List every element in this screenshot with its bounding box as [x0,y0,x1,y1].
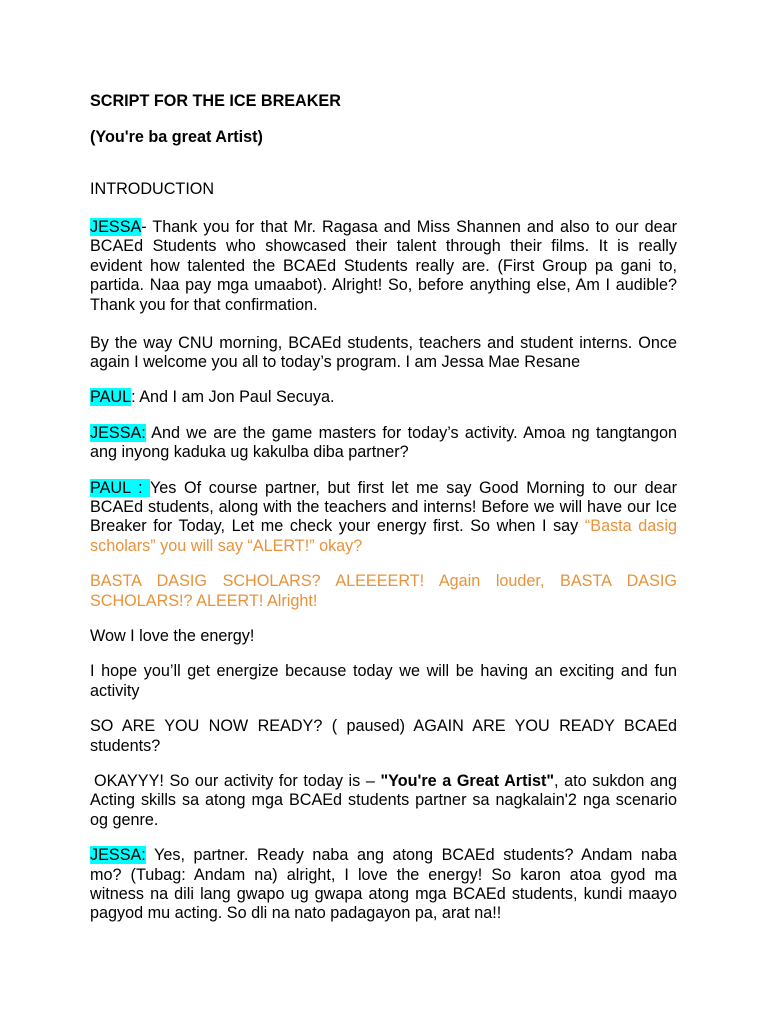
line-text: OKAYYY! So our activity for today is – [94,772,381,791]
script-line: again I welcome you all to today’s program. I am Jessa Mae Resane [90,352,581,371]
energize-paragraph [90,662,677,701]
line-text: : And I am Jon Paul Secuya. [131,388,335,407]
paul-intro-paragraph [90,388,677,407]
ready-paragraph [90,717,677,756]
script-line: pagyod mu acting. So dli na nato padagayon pa, arat na!! [90,904,502,923]
script-line: ang inyong kaduka ug kakulba diba partner? [90,443,409,462]
speaker-tag-paul: PAUL [90,388,132,407]
document-title: SCRIPT FOR THE ICE BREAKER [90,92,341,110]
script-line [90,424,677,443]
speaker-tag-jessa: JESSA: [90,423,146,442]
paul-energy-check-paragraph [90,479,677,557]
section-heading: INTRODUCTION [90,180,215,198]
energy-paragraph [90,627,677,646]
speaker-tag-jessa: JESSA: [90,846,146,865]
jessa-opening-paragraph [90,218,677,315]
line-text: - Thank you for that Mr. Ragasa and Miss Shannen and also to our dear [141,218,677,236]
script-line: Thank you for that confirmation. [90,295,318,314]
script-line [90,218,677,237]
script-line: witness na dili lang gwapo ug gwapa atong mga BCAEd students, kundi maayo [90,885,677,904]
script-line: BCAEd Students who showcased their talent through their films. It is really [90,237,677,256]
script-line: By the way CNU morning, BCAEd students, teachers and student interns. Once [90,333,677,352]
script-line: students? [90,736,161,755]
script-document [90,92,677,940]
script-line: SCHOLARS!? ALEERT! Alright! [90,591,318,610]
document-subtitle: (You're ba great Artist) [90,128,263,146]
script-line: evident how talented the BCAEd Students really are. (First Group pa gani to, [90,256,677,275]
script-line: Wow I love the energy! [90,627,255,645]
welcome-paragraph [90,334,677,373]
script-line: I hope you’ll get energize because today we will be having an exciting and fun [90,662,677,681]
script-line: activity [90,681,140,700]
chant-paragraph [90,572,677,611]
script-line: BCAEd students, along with the teachers and interns! Before we will have our Ice [90,497,677,516]
script-line: mo? (Tubag: Andam na) alright, I love the energy! So karon atoa gyod ma [90,865,677,884]
jessa-closing-paragraph [90,846,677,924]
line-text: Breaker for Today, Let me check your energy first. So when I say [90,517,585,536]
script-line [90,846,677,865]
script-line: SO ARE YOU NOW READY? ( paused) AGAIN ARE YOU READY BCAEd [90,717,677,736]
line-text: And we are the game masters for today’s activity. Amoa ng tangtangon [145,423,677,442]
audience-cue: “Basta dasig [584,517,677,536]
script-line [90,517,677,536]
activity-paragraph [90,772,677,830]
speaker-tag-paul: PAUL : [90,478,150,497]
speaker-tag-jessa: JESSA [90,218,142,236]
audience-cue: scholars” you will say “ALERT!” okay? [90,536,363,555]
script-line: Acting skills sa atong mga BCAEd students partner sa nagkalain'2 nga scenario [90,791,677,810]
script-line [90,772,677,791]
script-line: partida. Naa pay mga umaabot). Alright! So, before anything else, Am I audible? [90,276,677,295]
line-text: Yes Of course partner, but first let me say Good Morning to our dear [149,478,677,497]
line-text: Yes, partner. Ready naba ang atong BCAEd students? Andam naba [145,846,677,865]
script-line [90,479,677,498]
activity-title: "You're a Great Artist" [380,772,555,791]
script-line: og genre. [90,810,159,829]
line-text: , ato sukdon ang [554,772,678,791]
script-line [90,388,677,407]
script-line: BASTA DASIG SCHOLARS? ALEEEERT! Again louder, BASTA DASIG [90,572,677,591]
jessa-game-masters-paragraph [90,424,677,463]
